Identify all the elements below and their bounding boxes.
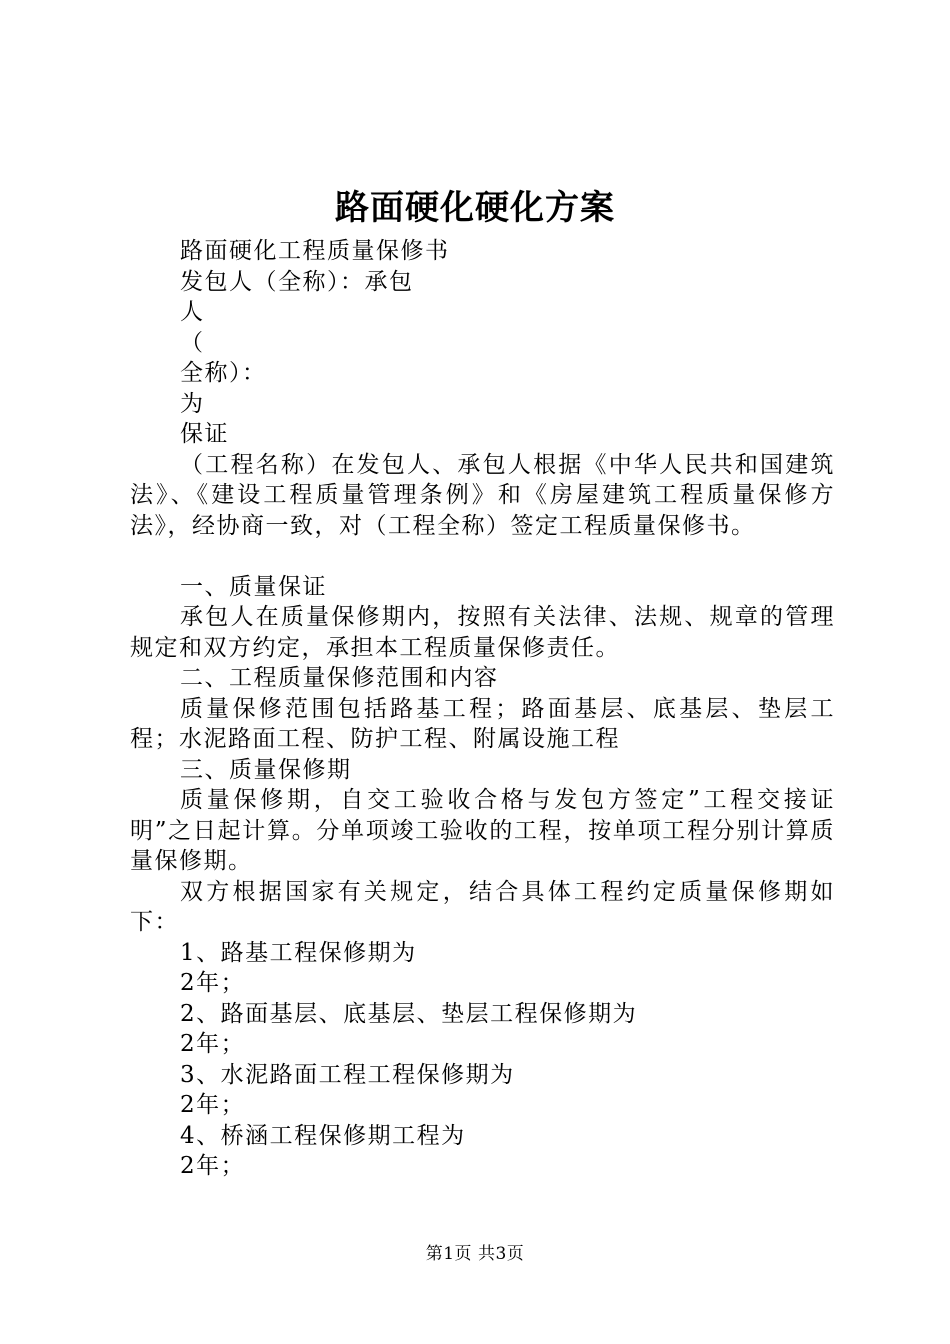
party-b-line: 人 <box>180 299 205 325</box>
paragraph-gap <box>130 541 835 572</box>
subtitle-line: 路面硬化工程质量保修书 <box>180 238 450 264</box>
list-item-label: 2、路面基层、底基层、垫层工程保修期为 <box>180 1000 638 1027</box>
list-item-value: 2年； <box>180 1031 246 1057</box>
list-item-label: 4、桥涵工程保修期工程为 <box>180 1122 466 1149</box>
period-agreement-paragraph: 双方根据国家有关规定，结合具体工程约定质量保修期如下： <box>130 878 835 935</box>
party-b-fullname-line: 全称）： <box>180 360 267 386</box>
guarantee-line: 保证 <box>180 421 229 447</box>
purpose-line: 为 <box>180 390 205 417</box>
quality-paragraph: 承包人在质量保修期内，按照有关法律、法规、规章的管理规定和双方约定，承担本工程质量保修责任。 <box>130 604 835 661</box>
list-item-label: 1、路基工程保修期为 <box>180 939 417 966</box>
section-heading-quality: 一、质量保证 <box>180 573 327 600</box>
page-footer: 第1页 共3页 <box>425 1244 525 1264</box>
list-item-value: 2年； <box>180 970 246 996</box>
intro-paragraph: （工程名称）在发包人、承包人根据《中华人民共和国建筑法》、《建设工程质量管理条例》和《房屋建筑工程质量保修方法》，经协商一致，对（工程全称）签定工程质量保修书。 <box>130 451 835 539</box>
section-heading-period: 三、质量保修期 <box>180 756 352 783</box>
list-item-label: 3、水泥路面工程工程保修期为 <box>180 1061 515 1088</box>
document-title: 路面硬化硬化方案 <box>335 188 615 228</box>
period-paragraph: 质量保修期，自交工验收合格与发包方签定”工程交接证明”之日起计算。分单项竣工验收的工程，按单项工程分别计算质量保修期。 <box>130 787 835 874</box>
scope-paragraph: 质量保修范围包括路基工程；路面基层、底基层、垫层工程；水泥路面工程、防护工程、附属设施工程 <box>130 695 835 752</box>
list-item-value: 2年； <box>180 1092 246 1118</box>
document-body <box>130 236 835 1182</box>
section-heading-scope: 二、工程质量保修范围和内容 <box>180 665 499 691</box>
party-a-line: 发包人（全称）：承包 <box>180 268 414 295</box>
party-b-paren-line: （ <box>180 329 205 356</box>
list-item-value: 2年； <box>180 1153 246 1179</box>
